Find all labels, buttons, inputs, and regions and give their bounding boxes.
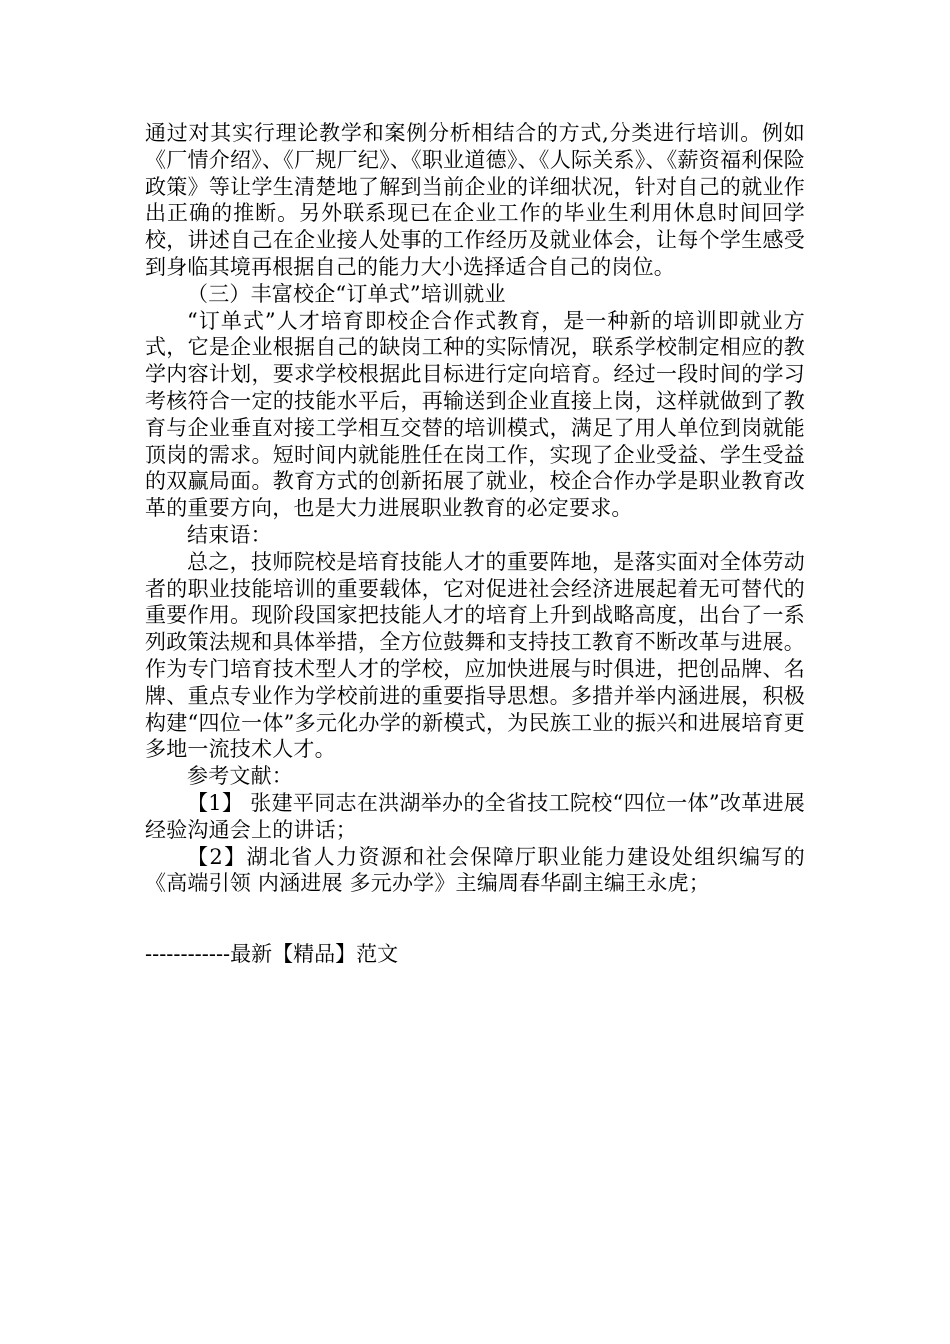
document-body [145,120,805,897]
conclusion-heading: 结束语： [187,522,272,547]
paragraph-order-training: “订单式”人才培育即校企合作式教育，是一种新的培训即就业方式，它是企业根据自己的缺岗工种的实际情况，联系学校制定相应的教学内容计划，要求学校根据此目标进行定向培育。经过一段时间的学习考核符合一定的技能水平后，再输送到企业直接上岗，这样就做到了教育与企业垂直对接工学相互交替的培训模式，满足了用人单位到岗就能顶岗的需求。短时间内就能胜任在岗工作，实现了企业受益、学生受益的双赢局面。教育方式的创新拓展了就业，校企合作办学是职业教育改革的重要方向，也是大力进展职业教育的必定要求。 [145,308,805,521]
footer-text: ------------最新【精品】范文 [145,942,399,966]
references-heading: 参考文献： [187,764,293,789]
reference-item-1: 【1】 张建平同志在洪湖举办的全省技工院校“四位一体”改革进展经验沟通会上的讲话； [145,790,805,842]
paragraph-conclusion: 总之，技师院校是培育技能人才的重要阵地，是落实面对全体劳动者的职业技能培训的重要载体，它对促进社会经济进展起着无可替代的重要作用。现阶段国家把技能人才的培育上升到战略高度，出台了一系列政策法规和具体举措，全方位鼓舞和支持技工教育不断改革与进展。作为专门培育技术型人才的学校，应加快进展与时俱进，把创品牌、名牌、重点专业作为学校前进的重要指导思想。多措并举内涵进展，积极构建“四位一体”多元化办学的新模式，为民族工业的振兴和进展培育更多地一流技术人才。 [145,549,805,762]
section-heading-order-training: （三）丰富校企“订单式”培训就业 [187,281,506,306]
reference-item-2: 【2】湖北省人力资源和社会保障厅职业能力建设处组织编写的《高端引领 内涵进展 多元办学》主编周春华副主编王永虎； [145,844,805,896]
paragraph-training-methods: 通过对其实行理论教学和案例分析相结合的方式,分类进行培训。例如《厂情介绍》、《厂规厂纪》、《职业道德》、《人际关系》、《薪资福利保险政策》等让学生清楚地了解到当前企业的详细状况，针对自己的就业作出正确的推断。另外联系现已在企业工作的毕业生利用休息时间回学校，讲述自己在企业接人处事的工作经历及就业体会，让每个学生感受到身临其境再根据自己的能力大小选择适合自己的岗位。 [145,121,805,279]
